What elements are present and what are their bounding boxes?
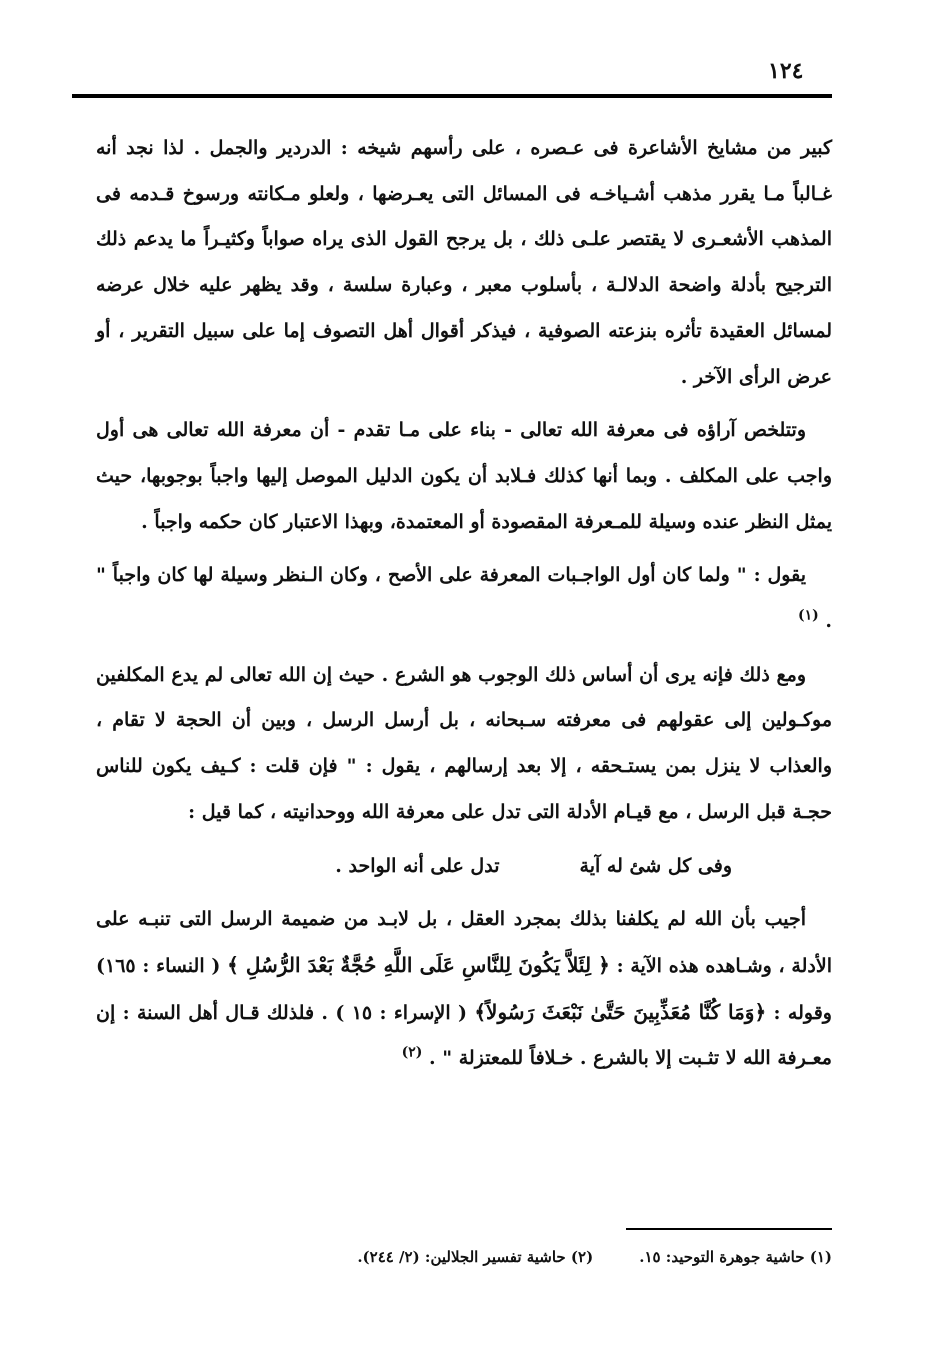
footnotes	[96, 1248, 832, 1266]
body-text	[96, 126, 832, 1090]
footnote-1: (١) حاشية جوهرة التوحيد: ١٥.	[639, 1248, 832, 1266]
paragraph-5-middle: ( النساء : ١٦٥) وقوله :	[96, 954, 832, 1024]
paragraph-3-text: يقول : " ولما كان أول الواجـبات المعرفة على الأصح ، وكان الـنظر وسيلة لها كان واجباً " .	[96, 564, 832, 633]
paragraph-4: ومع ذلك فإنه يرى أن أساس ذلك الوجوب هو الشرع . حيث إن الله تعالى لم يدع المكلفين موكـولين إلى عقولهم فى معرفته سـبحانه ، بل أرسل الرسل ، وبين أن الحجة لا تقام ، والعذاب لا ينزل بمن يستـحقه ، إلا بعد إرسالهم ، يقول : " فإن قلت : كـيف يكون للناس حجـة قبل الرسل ، مع قيـام الأدلة التى تدل على معرفة الله ووحدانيته ، كما قيل :	[96, 663, 832, 823]
paragraph-5-end: ( الإسراء : ١٥ ) . فلذلك قـال أهل السنة : إن معـرفة الله لا تثـبت إلا بالشرع . خـلافاً للمعتزلة " .	[96, 1001, 832, 1070]
verse-line	[96, 844, 832, 890]
header-rule	[72, 94, 832, 98]
footnote-ref-2: (٢)	[401, 1045, 423, 1062]
footnote-ref-1: (١)	[797, 607, 819, 624]
verse-first-hemistich: وفى كل شئ له آية	[579, 854, 732, 877]
page-number: ١٢٤	[768, 58, 804, 84]
paragraph-5-intro: أجيب بأن الله لم يكلفنا بذلك بمجرد العقل ، بل لابـد من ضميمة الرسل التى تنبـه على الأدلة ، وشـاهده هذه الآية :	[96, 908, 832, 977]
quran-verse-2: ﴿وَمَا كُنَّا مُعَذِّبِينَ حَتَّىٰ نَبْعَثَ رَسُولاً﴾	[474, 999, 767, 1024]
verse-second-hemistich: تدل على أنه الواحد .	[335, 854, 500, 877]
quran-verse-1: ﴿ لِئَلاَّ يَكُونَ لِلنَّاسِ عَلَى اللَّهِ حُجَّةٌ بَعْدَ الرُّسُلِ ﴾	[227, 952, 610, 977]
footnote-rule	[626, 1228, 832, 1230]
paragraph-5	[96, 897, 832, 1082]
paragraph-2: وتتلخص آراؤه فى معرفة الله تعالى - بناء على مـا تقدم - أن معرفة الله تعالى هى أول واجب على المكلف . وبما أنها كذلك فـلابد أن يكون الدليل الموصل إليها واجباً بوجوبها، حيث يمثل النظر عنده وسيلة للمـعرفة المقصودة أو المعتمدة، وبهذا الاعتبار كان حكمه واجباً .	[96, 419, 832, 533]
paragraph-1: كبير من مشايخ الأشاعرة فى عـصره ، على رأسهم شيخه : الدردير والجمل . لذا نجد أنه غـالباً مـا يقرر مذهب أشـياخـه فى المسائل التى يعـرضها ، ولعلو مـكانته ورسوخ قـدمه فى المذهب الأشعـرى لا يقتصر علـى ذلك ، بل يرجح القول الذى يراه صواباً وكثيـراً ما يدعم ذلك الترجيح بأدلة واضحة الدلالـة ، بأسلوب معبر ، وعبارة سلسة ، وقد يظهر عليه خلال عرضه لمسائل العقيدة تأثره بنزعته الصوفية ، فيذكر أقوال أهل التصوف إما على سبيل التقرير ، أو عرض الرأى الآخر .	[96, 137, 832, 388]
paragraph-3	[96, 553, 832, 644]
footnote-2: (٢) حاشية تفسير الجلالين: (٢/ ٢٤٤).	[357, 1248, 594, 1266]
